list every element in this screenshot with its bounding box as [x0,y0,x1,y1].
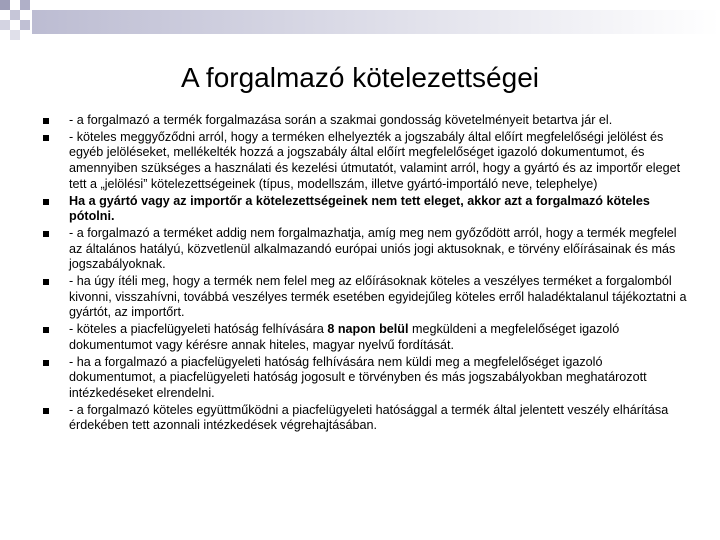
square-bullet-icon [43,231,49,237]
bullet-text: - ha a forgalmazó a piacfelügyeleti hatóság felhívására nem küldi meg a megfelelőséget igazoló dokumentumot, a piacfelügyeleti hatóság jogosult e törvényben és más jogszabályokban meghatározott intézkedéseket elrendelni. [69,354,647,400]
deadline-emphasis: 8 napon belül [327,322,409,337]
bullet-list [42,113,692,435]
bullet-item [42,194,692,225]
slide-title: A forgalmazó kötelezettségei [181,62,539,93]
bullet-text: - köteles meggyőződni arról, hogy a terméken elhelyezték a jogszabály által előírt megfelelőségi jelölést és egyéb jelöléseket, mellékelték hozzá a jogszabály által előírt megfelelőséget igazoló dokumentumot, és amennyiben szükséges a használati és kezelési útmutatót, valamint arról, hogy a gyártó és az importőr eleget tett a „jelölési” kötelezettségeinek (típus, modellszám, illetve gyártó-importáló neve, telephelye) [69,129,681,191]
bullet-item [42,274,692,321]
square-bullet-icon [43,360,49,366]
bullet-text-start: - köteles a piacfelügyeleti hatóság felhívására [69,322,328,337]
square-bullet-icon [43,327,49,333]
bullet-text: - a forgalmazó a terméket addig nem forgalmazhatja, amíg meg nem győződött arról, hogy a termék megfelel az általános hatályú, közvetlenül alkalmazandó európai uniós jogi aktusoknak, e törvény előírásainak és más jogszabályoknak. [69,226,677,272]
square-bullet-icon [43,279,49,285]
square-bullet-icon [43,135,49,141]
square-bullet-icon [43,408,49,414]
square-bullet-icon [43,199,49,205]
corner-decoration [0,0,720,50]
bullet-text-bold: Ha a gyártó vagy az importőr a kötelezettségeinek nem tett eleget, akkor azt a forgalmazó köteles pótolni. [69,193,650,224]
bullet-item [42,130,692,192]
bullet-item [42,322,692,353]
bullet-item [42,113,692,129]
bullet-text: - a forgalmazó köteles együttműködni a piacfelügyeleti hatósággal a termék által jelentett veszély elhárítása érdekében tett azonnali intézkedések végrehajtásában. [69,402,669,433]
square-bullet-icon [43,118,49,124]
bullet-text: - a forgalmazó a termék forgalmazása során a szakmai gondosság követelményeit betartva jár el. [69,113,613,127]
bullet-text-end: megküldeni a megfelelőséget igazoló dokumentumot vagy kérésre annak hiteles, magyar nyelvű fordítását. [69,322,620,352]
bullet-item [42,226,692,273]
bullet-text: - ha úgy ítéli meg, hogy a termék nem felel meg az előírásoknak köteles a veszélyes terméket a forgalomból kivonni, visszahívni, továbbá veszélyes termék esetében egyidejűleg köteles erről haladéktalanul tájékoztatni a gyártót, az importőrt. [69,274,687,320]
bullet-item [42,355,692,402]
bullet-item [42,403,692,434]
